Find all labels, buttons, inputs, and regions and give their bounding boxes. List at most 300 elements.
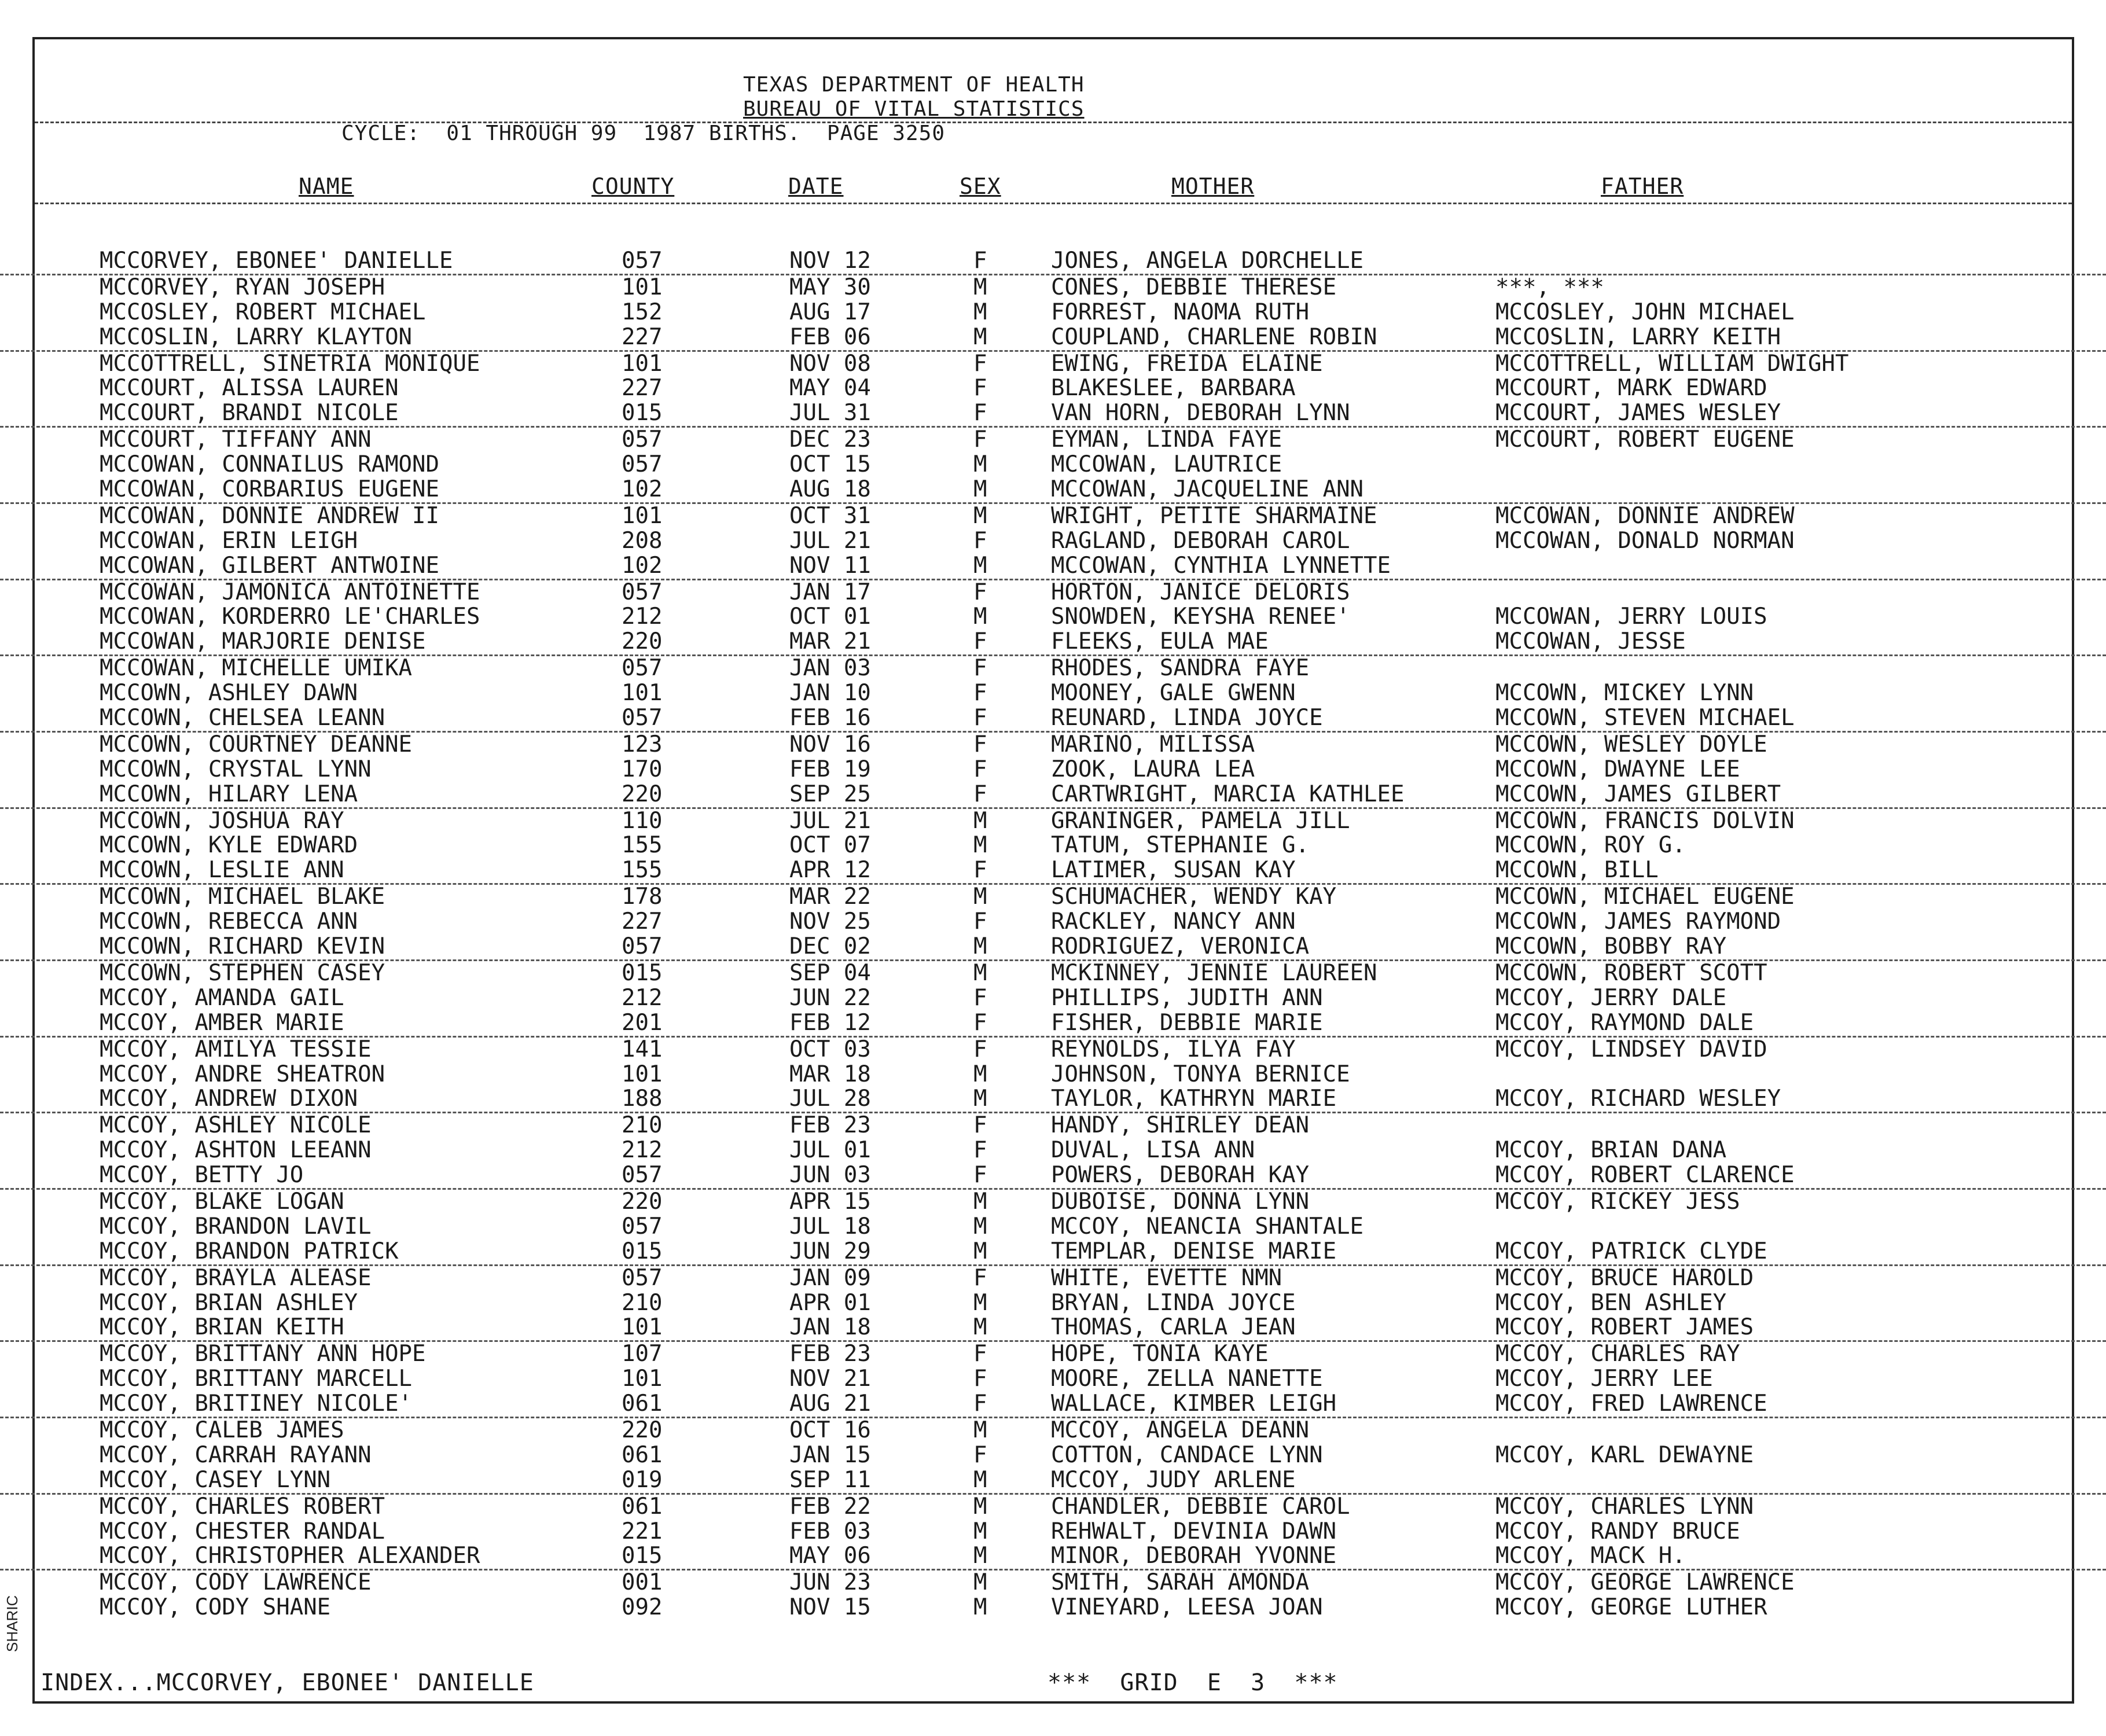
cell-father: MCCOY, CHARLES LYNN <box>1495 1493 1754 1520</box>
table-row <box>0 935 2106 961</box>
cell-sex: F <box>973 655 987 682</box>
cell-sex: F <box>973 1112 987 1139</box>
cell-county: 101 <box>622 350 663 377</box>
cell-name: MCCORVEY, EBONEE' DANIELLE <box>100 248 453 274</box>
table-row <box>0 706 2106 733</box>
cell-father: MCCOY, GEORGE LUTHER <box>1495 1594 1767 1621</box>
cell-sex: F <box>973 1391 987 1417</box>
cell-sex: M <box>973 552 987 579</box>
cell-sex: M <box>973 807 987 834</box>
cell-name: MCCOWAN, KORDERRO LE'CHARLES <box>100 604 480 630</box>
table-row <box>0 910 2106 935</box>
table-row <box>0 1418 2106 1443</box>
header-cycle: CYCLE: 01 THROUGH 99 1987 BIRTHS. PAGE 3250 <box>341 122 945 145</box>
table-row <box>0 1215 2106 1240</box>
cell-county: 155 <box>622 857 663 884</box>
table-row <box>0 249 2106 275</box>
cell-county: 141 <box>622 1036 663 1062</box>
cell-county: 212 <box>622 604 663 630</box>
cell-mother: JONES, ANGELA DORCHELLE <box>1051 248 1364 274</box>
cell-name: MCCOY, ANDRE SHEATRON <box>100 1061 385 1087</box>
cell-date: FEB 23 <box>789 1341 871 1367</box>
cell-mother: MINOR, DEBORAH YVONNE <box>1051 1543 1337 1569</box>
cell-date: NOV 21 <box>789 1366 871 1392</box>
cell-mother: PHILLIPS, JUDITH ANN <box>1051 984 1323 1011</box>
cell-sex: M <box>973 933 987 960</box>
cell-date: OCT 15 <box>789 451 871 478</box>
cell-county: 057 <box>622 451 663 478</box>
table-row <box>0 833 2106 858</box>
cell-sex: F <box>973 1162 987 1189</box>
cell-sex: F <box>973 579 987 605</box>
cell-father: MCCOWN, STEVEN MICHAEL <box>1495 705 1795 731</box>
cell-father: MCCOY, GEORGE LAWRENCE <box>1495 1569 1795 1596</box>
cell-county: 057 <box>622 426 663 453</box>
cell-sex: M <box>973 832 987 859</box>
cell-mother: MCCOY, JUDY ARLENE <box>1051 1466 1296 1493</box>
cell-father: MCCOY, BRIAN DANA <box>1495 1137 1727 1164</box>
cell-county: 107 <box>622 1341 663 1367</box>
cell-mother: DUBOISE, DONNA LYNN <box>1051 1188 1310 1215</box>
cell-name: MCCOY, BETTY JO <box>100 1162 304 1189</box>
cell-date: OCT 07 <box>789 832 871 859</box>
table-row <box>0 757 2106 782</box>
cell-mother: EWING, FREIDA ELAINE <box>1051 350 1323 377</box>
table-row <box>0 477 2106 504</box>
cell-sex: F <box>973 1009 987 1036</box>
cell-date: JUN 23 <box>789 1569 871 1596</box>
cell-sex: M <box>973 1061 987 1087</box>
cell-mother: TAYLOR, KATHRYN MARIE <box>1051 1086 1337 1112</box>
cell-county: 155 <box>622 832 663 859</box>
cell-sex: M <box>973 1213 987 1240</box>
cell-father: MCCOY, FRED LAWRENCE <box>1495 1391 1767 1417</box>
cell-name: MCCOURT, ALISSA LAUREN <box>100 375 399 402</box>
table-row <box>0 1367 2106 1392</box>
cell-date: OCT 01 <box>789 604 871 630</box>
cell-name: MCCOWN, CHELSEA LEANN <box>100 705 385 731</box>
cell-sex: M <box>973 959 987 986</box>
cell-name: MCCOWN, STEPHEN CASEY <box>100 959 385 986</box>
table-row <box>0 401 2106 428</box>
cell-date: MAR 18 <box>789 1061 871 1087</box>
cell-name: MCCOSLEY, ROBERT MICHAEL <box>100 299 426 325</box>
cell-date: JAN 17 <box>789 579 871 605</box>
table-row <box>0 1571 2106 1595</box>
cell-county: 015 <box>622 400 663 426</box>
table-row <box>0 504 2106 529</box>
cell-date: NOV 08 <box>789 350 871 377</box>
column-header-sex: SEX <box>960 174 1001 199</box>
cell-father: MCCOY, KARL DEWAYNE <box>1495 1441 1754 1468</box>
cell-mother: VAN HORN, DEBORAH LYNN <box>1051 400 1350 426</box>
cell-mother: SNOWDEN, KEYSHA RENEE' <box>1051 604 1350 630</box>
cell-sex: M <box>973 1518 987 1544</box>
cell-name: MCCOWAN, ERIN LEIGH <box>100 527 358 554</box>
cell-county: 170 <box>622 756 663 782</box>
table-row <box>0 1495 2106 1520</box>
cell-county: 178 <box>622 884 663 910</box>
cell-mother: MOORE, ZELLA NANETTE <box>1051 1366 1323 1392</box>
cell-mother: TATUM, STEPHANIE G. <box>1051 832 1310 859</box>
cell-father: MCCOSLEY, JOHN MICHAEL <box>1495 299 1795 325</box>
cell-mother: TEMPLAR, DENISE MARIE <box>1051 1238 1337 1264</box>
cell-father: MCCOY, BRUCE HAROLD <box>1495 1264 1754 1291</box>
cell-mother: RACKLEY, NANCY ANN <box>1051 909 1296 935</box>
cell-name: MCCOWN, COURTNEY DEANNE <box>100 731 413 757</box>
cell-mother: LATIMER, SUSAN KAY <box>1051 857 1296 884</box>
cell-sex: M <box>973 323 987 350</box>
cell-mother: RHODES, SANDRA FAYE <box>1051 655 1310 682</box>
cell-county: 019 <box>622 1466 663 1493</box>
cell-mother: RODRIGUEZ, VERONICA <box>1051 933 1310 960</box>
cell-name: MCCOY, CHESTER RANDAL <box>100 1518 385 1544</box>
column-header-county: COUNTY <box>591 174 675 199</box>
table-row <box>0 733 2106 757</box>
cell-name: MCCOY, BRITINEY NICOLE' <box>100 1391 413 1417</box>
cell-date: OCT 16 <box>789 1417 871 1443</box>
table-row <box>0 1138 2106 1163</box>
cell-date: JAN 18 <box>789 1314 871 1341</box>
cell-name: MCCOY, BRANDON LAVIL <box>100 1213 372 1240</box>
cell-county: 061 <box>622 1493 663 1520</box>
table-row <box>0 300 2106 325</box>
cell-county: 220 <box>622 1188 663 1215</box>
cell-date: DEC 23 <box>789 426 871 453</box>
cell-date: DEC 02 <box>789 933 871 960</box>
table-row <box>0 554 2106 580</box>
cell-mother: WRIGHT, PETITE SHARMAINE <box>1051 502 1377 529</box>
cell-mother: POWERS, DEBORAH KAY <box>1051 1162 1310 1189</box>
cell-county: 057 <box>622 1213 663 1240</box>
cell-name: MCCOY, CHARLES ROBERT <box>100 1493 385 1520</box>
table-row <box>0 1468 2106 1495</box>
cell-sex: M <box>973 1238 987 1264</box>
cell-mother: EYMAN, LINDA FAYE <box>1051 426 1282 453</box>
cell-date: MAR 21 <box>789 628 871 655</box>
cell-mother: BRYAN, LINDA JOYCE <box>1051 1289 1296 1316</box>
cell-mother: HOPE, TONIA KAYE <box>1051 1341 1269 1367</box>
table-row <box>0 1392 2106 1418</box>
table-row <box>0 656 2106 681</box>
cell-county: 221 <box>622 1518 663 1544</box>
cell-county: 057 <box>622 1264 663 1291</box>
cell-sex: M <box>973 299 987 325</box>
cell-name: MCCOWN, REBECCA ANN <box>100 909 358 935</box>
cell-date: JUL 21 <box>789 527 871 554</box>
cell-mother: VINEYARD, LEESA JOAN <box>1051 1594 1323 1621</box>
cell-mother: FORREST, NAOMA RUTH <box>1051 299 1310 325</box>
cell-date: JUL 01 <box>789 1137 871 1164</box>
cell-date: NOV 11 <box>789 552 871 579</box>
cell-father: MCCOWN, MICKEY LYNN <box>1495 680 1754 707</box>
cell-father: MCCOY, RANDY BRUCE <box>1495 1518 1740 1544</box>
table-row <box>0 1342 2106 1367</box>
table-row <box>0 1038 2106 1062</box>
cell-sex: M <box>973 1289 987 1316</box>
side-label: SHARIC <box>3 1595 21 1652</box>
cell-county: 220 <box>622 628 663 655</box>
cell-sex: F <box>973 628 987 655</box>
cell-date: SEP 11 <box>789 1466 871 1493</box>
cell-sex: F <box>973 400 987 426</box>
cell-county: 227 <box>622 323 663 350</box>
cell-mother: BLAKESLEE, BARBARA <box>1051 375 1296 402</box>
table-row <box>0 1011 2106 1038</box>
cell-sex: M <box>973 1543 987 1569</box>
cell-county: 208 <box>622 527 663 554</box>
cell-name: MCCOY, CODY SHANE <box>100 1594 331 1621</box>
cell-name: MCCOY, CALEB JAMES <box>100 1417 344 1443</box>
cell-mother: WALLACE, KIMBER LEIGH <box>1051 1391 1337 1417</box>
table-row <box>0 1062 2106 1087</box>
cell-mother: CARTWRIGHT, MARCIA KATHLEE <box>1051 781 1405 807</box>
cell-sex: F <box>973 1036 987 1062</box>
cell-county: 015 <box>622 1543 663 1569</box>
cell-name: MCCOWN, KYLE EDWARD <box>100 832 358 859</box>
cell-sex: F <box>973 1137 987 1164</box>
cell-sex: F <box>973 984 987 1011</box>
cell-county: 227 <box>622 909 663 935</box>
cell-county: 123 <box>622 731 663 757</box>
cell-sex: F <box>973 731 987 757</box>
cell-father: MCCOWN, ROBERT SCOTT <box>1495 959 1767 986</box>
cell-name: MCCOY, CASEY LYNN <box>100 1466 331 1493</box>
cell-name: MCCOY, BRANDON PATRICK <box>100 1238 399 1264</box>
cell-date: AUG 21 <box>789 1391 871 1417</box>
column-header-date: DATE <box>788 174 844 199</box>
cell-name: MCCOSLIN, LARRY KLAYTON <box>100 323 413 350</box>
cell-mother: THOMAS, CARLA JEAN <box>1051 1314 1296 1341</box>
table-row <box>0 1520 2106 1544</box>
table-row <box>0 1595 2106 1620</box>
cell-sex: M <box>973 1086 987 1112</box>
cell-date: JUL 28 <box>789 1086 871 1112</box>
cell-father: MCCOY, LINDSEY DAVID <box>1495 1036 1767 1062</box>
cell-date: JUL 31 <box>789 400 871 426</box>
cell-sex: M <box>973 274 987 300</box>
cell-name: MCCOWN, JOSHUA RAY <box>100 807 344 834</box>
cell-name: MCCOY, CARRAH RAYANN <box>100 1441 372 1468</box>
cell-father: MCCOY, CHARLES RAY <box>1495 1341 1740 1367</box>
cell-father: MCCOWN, JAMES RAYMOND <box>1495 909 1781 935</box>
cell-mother: HORTON, JANICE DELORIS <box>1051 579 1350 605</box>
cell-county: 212 <box>622 1137 663 1164</box>
cell-mother: COUPLAND, CHARLENE ROBIN <box>1051 323 1377 350</box>
cell-county: 220 <box>622 781 663 807</box>
cell-mother: REUNARD, LINDA JOYCE <box>1051 705 1323 731</box>
cell-date: FEB 06 <box>789 323 871 350</box>
cell-father: MCCOSLIN, LARRY KEITH <box>1495 323 1781 350</box>
cell-date: FEB 23 <box>789 1112 871 1139</box>
table-row <box>0 529 2106 554</box>
cell-mother: MCCOWAN, CYNTHIA LYNNETTE <box>1051 552 1391 579</box>
cell-date: OCT 31 <box>789 502 871 529</box>
cell-name: MCCOWN, RICHARD KEVIN <box>100 933 385 960</box>
cell-date: NOV 12 <box>789 248 871 274</box>
cell-name: MCCOY, BRAYLA ALEASE <box>100 1264 372 1291</box>
cell-county: 057 <box>622 579 663 605</box>
cell-sex: M <box>973 1188 987 1215</box>
table-row <box>0 1087 2106 1113</box>
table-row <box>0 782 2106 809</box>
cell-mother: CHANDLER, DEBBIE CAROL <box>1051 1493 1350 1520</box>
cell-name: MCCOY, CHRISTOPHER ALEXANDER <box>100 1543 480 1569</box>
cell-date: JUL 21 <box>789 807 871 834</box>
cell-father: MCCOURT, ROBERT EUGENE <box>1495 426 1795 453</box>
cell-mother: REHWALT, DEVINIA DAWN <box>1051 1518 1337 1544</box>
cell-mother: COTTON, CANDACE LYNN <box>1051 1441 1323 1468</box>
cell-sex: F <box>973 375 987 402</box>
cell-date: FEB 19 <box>789 756 871 782</box>
cell-county: 210 <box>622 1112 663 1139</box>
cell-date: APR 01 <box>789 1289 871 1316</box>
cell-mother: FLEEKS, EULA MAE <box>1051 628 1269 655</box>
cell-mother: GRANINGER, PAMELA JILL <box>1051 807 1350 834</box>
table-row <box>0 275 2106 300</box>
cell-sex: M <box>973 476 987 503</box>
column-header-father: FATHER <box>1601 174 1684 199</box>
table-row <box>0 809 2106 834</box>
cell-mother: ZOOK, LAURA LEA <box>1051 756 1255 782</box>
cell-county: 057 <box>622 248 663 274</box>
cell-county: 092 <box>622 1594 663 1621</box>
cell-sex: F <box>973 1264 987 1291</box>
cell-father: MCCOWN, FRANCIS DOLVIN <box>1495 807 1795 834</box>
cell-date: JAN 03 <box>789 655 871 682</box>
cell-mother: MCCOWAN, LAUTRICE <box>1051 451 1282 478</box>
table-row <box>0 1190 2106 1215</box>
cell-county: 102 <box>622 552 663 579</box>
cell-father: MCCOY, JERRY DALE <box>1495 984 1727 1011</box>
cell-county: 220 <box>622 1417 663 1443</box>
table-row <box>0 1163 2106 1190</box>
cell-sex: F <box>973 1341 987 1367</box>
cell-date: AUG 18 <box>789 476 871 503</box>
cell-county: 057 <box>622 933 663 960</box>
cell-father: MCCOWN, DWAYNE LEE <box>1495 756 1740 782</box>
cell-sex: F <box>973 350 987 377</box>
cell-date: JAN 10 <box>789 680 871 707</box>
cell-date: JUN 22 <box>789 984 871 1011</box>
cell-father: MCCOY, RAYMOND DALE <box>1495 1009 1754 1036</box>
cell-name: MCCOURT, BRANDI NICOLE <box>100 400 399 426</box>
table-row <box>0 986 2106 1011</box>
header-department: TEXAS DEPARTMENT OF HEALTH <box>743 73 1085 97</box>
cell-father: MCCOWN, BOBBY RAY <box>1495 933 1727 960</box>
cell-sex: M <box>973 502 987 529</box>
cell-father: ***, *** <box>1495 274 1604 300</box>
cell-name: MCCOY, BRITTANY ANN HOPE <box>100 1341 426 1367</box>
cell-county: 057 <box>622 1162 663 1189</box>
cell-county: 015 <box>622 959 663 986</box>
cell-father: MCCOURT, MARK EDWARD <box>1495 375 1767 402</box>
table-row <box>0 605 2106 630</box>
cell-county: 061 <box>622 1391 663 1417</box>
cell-county: 057 <box>622 705 663 731</box>
cell-father: MCCOY, PATRICK CLYDE <box>1495 1238 1767 1264</box>
cell-father: MCCOWAN, JESSE <box>1495 628 1686 655</box>
cell-sex: M <box>973 1594 987 1621</box>
footer-grid: *** GRID E 3 *** <box>1048 1669 1338 1696</box>
cell-date: NOV 15 <box>789 1594 871 1621</box>
header-rule-top <box>35 122 2072 123</box>
cell-sex: M <box>973 1466 987 1493</box>
cell-sex: M <box>973 1417 987 1443</box>
table-row <box>0 325 2106 352</box>
cell-date: JAN 15 <box>789 1441 871 1468</box>
cell-date: JUN 03 <box>789 1162 871 1189</box>
cell-father: MCCOY, MACK H. <box>1495 1543 1686 1569</box>
cell-mother: DUVAL, LISA ANN <box>1051 1137 1255 1164</box>
cell-date: FEB 03 <box>789 1518 871 1544</box>
cell-county: 212 <box>622 984 663 1011</box>
header-bureau: BUREAU OF VITAL STATISTICS <box>743 97 1085 121</box>
cell-father: MCCOWAN, DONALD NORMAN <box>1495 527 1795 554</box>
cell-county: 201 <box>622 1009 663 1036</box>
cell-date: MAY 30 <box>789 274 871 300</box>
table-row <box>0 1443 2106 1468</box>
cell-name: MCCOTTRELL, SINETRIA MONIQUE <box>100 350 480 377</box>
cell-name: MCCOWAN, GILBERT ANTWOINE <box>100 552 439 579</box>
footer-index: INDEX...MCCORVEY, EBONEE' DANIELLE <box>41 1669 534 1696</box>
cell-sex: F <box>973 756 987 782</box>
cell-sex: F <box>973 426 987 453</box>
cell-mother: RAGLAND, DEBORAH CAROL <box>1051 527 1350 554</box>
cell-name: MCCOY, ASHTON LEEANN <box>100 1137 372 1164</box>
table-row <box>0 858 2106 885</box>
cell-mother: MOONEY, GALE GWENN <box>1051 680 1296 707</box>
cell-county: 015 <box>622 1238 663 1264</box>
cell-sex: F <box>973 909 987 935</box>
cell-sex: F <box>973 857 987 884</box>
cell-date: JUL 18 <box>789 1213 871 1240</box>
cell-father: MCCOY, JERRY LEE <box>1495 1366 1713 1392</box>
cell-name: MCCOWAN, CORBARIUS EUGENE <box>100 476 439 503</box>
cell-father: MCCOY, RICHARD WESLEY <box>1495 1086 1781 1112</box>
cell-mother: SMITH, SARAH AMONDA <box>1051 1569 1310 1596</box>
cell-name: MCCOWN, LESLIE ANN <box>100 857 344 884</box>
cell-name: MCCOY, AMBER MARIE <box>100 1009 344 1036</box>
cell-mother: CONES, DEBBIE THERESE <box>1051 274 1337 300</box>
cell-date: MAR 22 <box>789 884 871 910</box>
cell-name: MCCOURT, TIFFANY ANN <box>100 426 372 453</box>
cell-name: MCCOY, ASHLEY NICOLE <box>100 1112 372 1139</box>
cell-sex: F <box>973 680 987 707</box>
cell-father: MCCOY, ROBERT CLARENCE <box>1495 1162 1795 1189</box>
cell-mother: JOHNSON, TONYA BERNICE <box>1051 1061 1350 1087</box>
cell-name: MCCOY, BLAKE LOGAN <box>100 1188 344 1215</box>
cell-county: 188 <box>622 1086 663 1112</box>
table-row <box>0 961 2106 986</box>
cell-date: JUN 29 <box>789 1238 871 1264</box>
cell-father: MCCOWN, ROY G. <box>1495 832 1686 859</box>
cell-name: MCCOWAN, MARJORIE DENISE <box>100 628 426 655</box>
cell-name: MCCOY, BRIAN KEITH <box>100 1314 344 1341</box>
cell-county: 102 <box>622 476 663 503</box>
cell-father: MCCOY, ROBERT JAMES <box>1495 1314 1754 1341</box>
table-row <box>0 1291 2106 1316</box>
cell-name: MCCOWN, MICHAEL BLAKE <box>100 884 385 910</box>
table-row <box>0 885 2106 910</box>
cell-sex: M <box>973 1493 987 1520</box>
table-row <box>0 1544 2106 1571</box>
cell-name: MCCOY, BRIAN ASHLEY <box>100 1289 358 1316</box>
cell-date: SEP 25 <box>789 781 871 807</box>
header-rule-bottom <box>35 203 2072 204</box>
cell-mother: MCCOY, NEANCIA SHANTALE <box>1051 1213 1364 1240</box>
cell-father: MCCOWN, MICHAEL EUGENE <box>1495 884 1795 910</box>
